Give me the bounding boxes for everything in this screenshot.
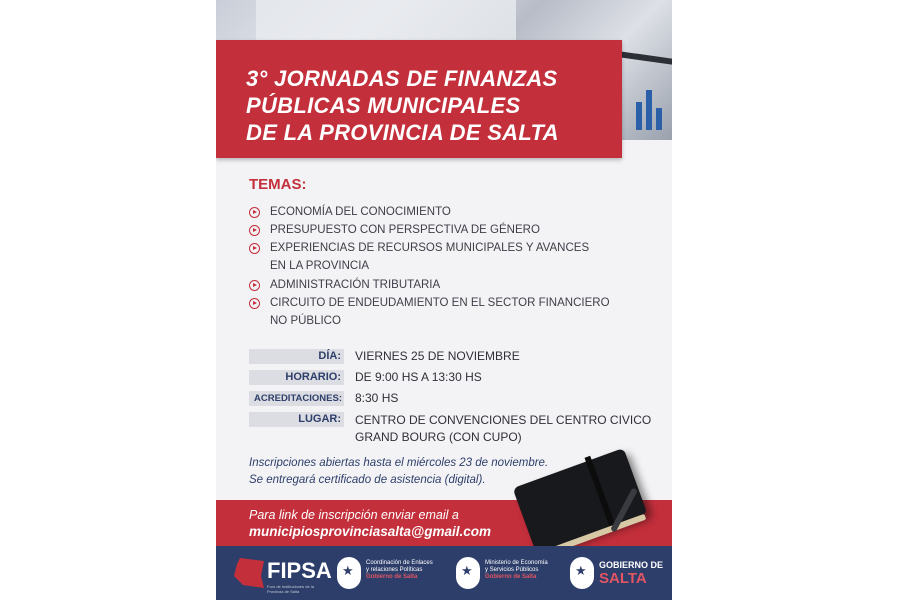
sponsor-footer	[216, 546, 672, 600]
fipsa-logo-subtitle: Foro de Instituciones de la Provincia de Salta	[267, 584, 314, 594]
gobierno-salta-logo-text	[599, 560, 663, 587]
event-flyer	[216, 0, 672, 600]
org-line: y Servicios Públicos	[485, 567, 539, 573]
org-line: Gobierno de Salta	[366, 574, 418, 580]
title-banner	[216, 40, 622, 158]
salta-seal-icon	[337, 557, 361, 589]
title-line-2: PÚBLICAS MUNICIPALES	[246, 93, 521, 118]
dia-value: VIERNES 25 DE NOVIEMBRE	[355, 349, 520, 363]
topic-text: ADMINISTRACIÓN TRIBUTARIA	[270, 279, 441, 291]
title-line-1: 3° JORNADAS DE FINANZAS	[246, 66, 558, 91]
org-line: y relaciones Políticas	[366, 567, 423, 573]
photo-chart-bar	[636, 102, 642, 130]
horario-label: HORARIO:	[249, 370, 344, 385]
play-icon	[249, 207, 260, 218]
fipsa-logo-icon	[234, 558, 264, 588]
topic-text-continued: NO PÚBLICO	[270, 315, 341, 327]
temas-heading: TEMAS:	[249, 176, 307, 193]
dia-label: DÍA:	[249, 349, 344, 364]
org-line: Coordinación de Enlaces	[366, 560, 433, 566]
gob-line-1: GOBIERNO DE	[599, 560, 664, 570]
salta-seal-icon	[456, 557, 480, 589]
ministerio-logo-text	[485, 560, 548, 581]
fipsa-logo-text: FIPSA	[267, 558, 332, 583]
registration-deadline-note: Inscripciones abiertas hasta el miércoles 23 de noviembre.	[249, 457, 549, 469]
org-line: Gobierno de Salta	[485, 574, 537, 580]
horario-value: DE 9:00 HS A 13:30 HS	[355, 370, 482, 384]
lugar-value-line-1: CENTRO DE CONVENCIONES DEL CENTRO CIVICO	[355, 413, 652, 427]
registration-instruction: Para link de inscripción enviar email a	[249, 508, 459, 522]
title-line-3: DE LA PROVINCIA DE SALTA	[246, 120, 559, 145]
gob-line-2: SALTA	[599, 570, 647, 587]
topic-text-continued: EN LA PROVINCIA	[270, 260, 370, 272]
play-icon	[249, 225, 260, 236]
coordinacion-logo-text	[366, 560, 433, 581]
notebook-strap	[585, 456, 617, 531]
registration-email: municipiosprovinciasalta@gmail.com	[249, 524, 491, 539]
topic-text: CIRCUITO DE ENDEUDAMIENTO EN EL SECTOR FINANCIERO	[270, 297, 610, 309]
org-line: Ministerio de Economía	[485, 560, 548, 566]
topic-text: EXPERIENCIAS DE RECURSOS MUNICIPALES Y AVANCES	[270, 242, 590, 254]
photo-chart-bar	[646, 90, 652, 130]
play-icon	[249, 298, 260, 309]
acreditaciones-label: ACREDITACIONES:	[249, 391, 344, 406]
photo-chart-bar	[656, 108, 662, 130]
photo-paper	[256, 0, 516, 40]
topic-text: PRESUPUESTO CON PERSPECTIVA DE GÉNERO	[270, 224, 540, 236]
play-icon	[249, 243, 260, 254]
lugar-label: LUGAR:	[249, 412, 344, 427]
acreditaciones-value: 8:30 HS	[355, 391, 399, 405]
salta-seal-icon	[570, 557, 594, 589]
lugar-value-line-2: GRAND BOURG (CON CUPO)	[355, 430, 522, 444]
play-icon	[249, 280, 260, 291]
certificate-note: Se entregará certificado de asistencia (digital).	[249, 474, 486, 486]
topic-text: ECONOMÍA DEL CONOCIMIENTO	[270, 206, 451, 218]
